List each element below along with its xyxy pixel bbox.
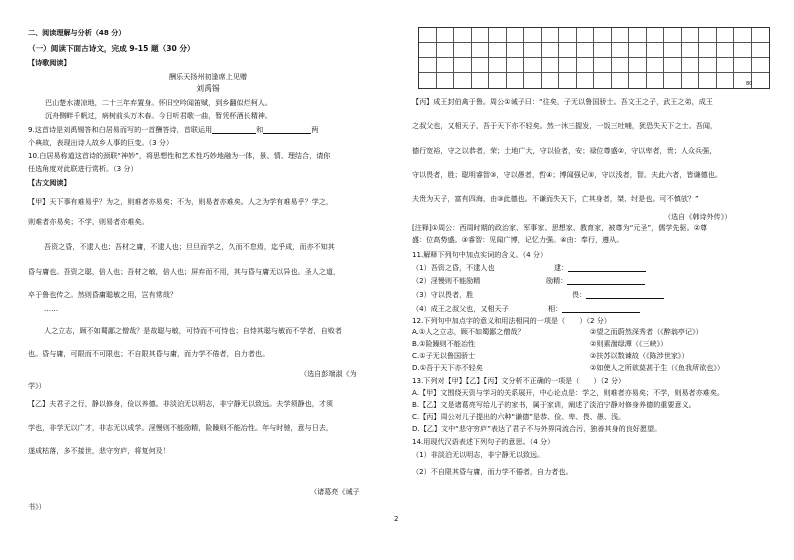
grid-cell[interactable] — [437, 58, 455, 73]
grid-cell[interactable] — [594, 58, 612, 73]
grid-cell[interactable] — [542, 43, 560, 58]
q11-2-answer[interactable] — [567, 277, 645, 285]
passage-jia-line1: 【甲】天下事有难易乎？为之，则难者亦易矣；不为，则易者亦难矣。人之为学有难易乎？学之， — [28, 197, 334, 206]
q9-text-c: 两 — [311, 125, 319, 134]
q11-1-key: 逮： — [554, 263, 569, 272]
passage-jia-line7: 人之立志，顾不如蜀鄙之僧哉？是故聪与敏，可恃而不可恃也；自恃其聪与敏而不学者，自败者 — [44, 326, 342, 335]
q11-3-answer[interactable] — [586, 291, 664, 299]
passage-bing-line1: 【丙】成王封伯禽于鲁。周公①诫子曰：“往矣，子无以鲁国骄士。吾文王之子，武王之弟，成王 — [412, 97, 713, 106]
section-title: 二、阅读理解与分析（48 分） — [28, 28, 126, 37]
passage-bing-line4: 守以畏者，胜；聪明睿智③，守以愚者，哲④；博闻强记⑤，守以浅者，智。夫此六者，皆谦德也。 — [412, 170, 722, 179]
grid-cell[interactable] — [542, 28, 560, 43]
grid-cell[interactable] — [664, 28, 682, 43]
passage-jia-line8: 也。昏与庸，可限而不可限也；不自限其昏与庸，而力学不倦者，自力者也。 — [28, 349, 270, 358]
q11-item-4 — [412, 304, 563, 313]
passage-jia-source-1: （选自彭端淑《为 — [300, 369, 357, 378]
question-10-line1: 10.白居易称道这首诗的颈联“神妙”，将思想性和艺术性巧妙地融为一体，景、情、理结合，请你 — [28, 151, 331, 160]
grid-cell[interactable] — [594, 43, 612, 58]
grid-cell[interactable] — [752, 43, 770, 58]
q11-4-label — [548, 304, 640, 313]
passage-yi-source-1: （诸葛亮《诫子 — [310, 487, 360, 496]
poem-tag: 【诗歌阅读】 — [28, 58, 71, 67]
writing-grid-count: 80 — [746, 81, 753, 87]
grid-cell[interactable] — [577, 28, 595, 43]
grid-cell[interactable] — [542, 73, 560, 88]
grid-cell[interactable] — [472, 28, 490, 43]
grid-cell[interactable] — [524, 58, 542, 73]
grid-cell[interactable] — [594, 28, 612, 43]
grid-cell[interactable] — [752, 58, 770, 73]
grid-cell[interactable] — [507, 43, 525, 58]
question-13: 13.下列对【甲】【乙】【丙】文分析不正确的一项是（ ）（2 分） — [412, 376, 626, 385]
grid-cell[interactable] — [699, 58, 717, 73]
grid-cell[interactable] — [699, 28, 717, 43]
q11-4-answer[interactable] — [562, 305, 640, 313]
q14-item-1: （1）非淡泊无以明志，非宁静无以致远。 — [412, 450, 545, 459]
grid-cell[interactable] — [612, 73, 630, 88]
grid-cell[interactable] — [734, 58, 752, 73]
q12-c-1: C.①子无以鲁国骄士 — [412, 351, 476, 360]
grid-cell[interactable] — [542, 58, 560, 73]
passage-jia-line2: 则难者亦易矣；不学，则易者亦难矣。 — [28, 217, 149, 226]
q12-a-2: ②望之而蔚然深秀者（《醉翁亭记》） — [590, 327, 703, 336]
q11-3-label — [572, 290, 664, 299]
grid-cell[interactable] — [577, 43, 595, 58]
grid-cell[interactable] — [472, 58, 490, 73]
writing-grid[interactable] — [418, 27, 770, 89]
grid-cell[interactable] — [664, 73, 682, 88]
q11-2-key: 励精： — [546, 276, 568, 285]
grid-cell[interactable] — [629, 58, 647, 73]
q12-d-1: D.①吾于天下亦不轻矣 — [412, 363, 483, 372]
passage-jia-line4: 昏与庸也。吾资之聪，倍人也；吾材之敏，倍人也；屏弃而不用，其与昏与庸无以异也。圣人之道， — [28, 267, 341, 276]
q12-d-2: ②如使人之所欲莫甚于生（《鱼我所欲也》） — [590, 363, 725, 372]
grid-cell[interactable] — [472, 43, 490, 58]
q11-1-answer[interactable] — [568, 264, 646, 272]
grid-cell[interactable] — [577, 58, 595, 73]
grid-cell[interactable] — [489, 28, 507, 43]
grid-cell[interactable] — [699, 43, 717, 58]
grid-cell[interactable] — [752, 28, 770, 43]
question-9-line2: 个典故，表现出诗人故乡人事的巨变。（3 分） — [28, 138, 174, 147]
passage-jia-ellipsis: …… — [44, 304, 59, 313]
grid-cell[interactable] — [629, 73, 647, 88]
grid-cell[interactable] — [717, 43, 735, 58]
q9-blank-2[interactable] — [263, 126, 311, 134]
poem-line-2: 沉舟侧畔千帆过，病树前头万木春。今日听君歌一曲，暂凭杯酒长精神。 — [45, 111, 272, 120]
passage-yi-line1: 【乙】夫君子之行，静以修身，俭以养德。非淡泊无以明志，非宁静无以致远。夫学须静也，才须 — [28, 399, 334, 408]
grid-cell[interactable] — [559, 43, 577, 58]
grid-cell[interactable] — [507, 73, 525, 88]
q9-blank-1[interactable] — [212, 126, 256, 134]
q13-option-d[interactable]: D.【乙】文中“悲守穷庐”表达了君子不与外界同流合污，独善其身的良好愿望。 — [412, 424, 662, 433]
grid-cell[interactable] — [594, 73, 612, 88]
grid-cell[interactable] — [647, 73, 665, 88]
grid-cell[interactable] — [612, 28, 630, 43]
grid-cell[interactable] — [699, 73, 717, 88]
passage-jia-source-2: 学》） — [28, 381, 46, 390]
q11-1-text: （1）吾资之昏，不逮人也 — [412, 263, 495, 272]
q13-option-c[interactable]: C.【丙】周公对儿子提出的六种“谦德”是恭、俭、卑、畏、愚、浅。 — [412, 412, 626, 421]
grid-cell[interactable] — [734, 43, 752, 58]
grid-cell[interactable] — [647, 43, 665, 58]
q13-option-a[interactable]: A.【甲】文围绕天资与学习的关系展开，中心论点是：学之，则难者亦易矣；不学，则易者亦难矣。 — [412, 388, 725, 397]
grid-cell[interactable] — [419, 43, 437, 58]
grid-cell[interactable] — [717, 58, 735, 73]
question-11: 11.解释下列句中加点实词的含义。（4 分） — [412, 250, 548, 259]
q12-c-2: ②扶苏以数谏故（《陈涉世家》） — [590, 351, 689, 360]
passage-bing-line2: 之叔父也，又相天子，吾于天下亦不轻矣。然一沐三握发，一饭三吐哺，犹恐失天下之士。吾闻， — [412, 121, 718, 130]
grid-cell[interactable] — [647, 28, 665, 43]
q11-4-key: 相： — [548, 304, 563, 313]
grid-cell[interactable] — [717, 73, 735, 88]
q9-text-b: 和 — [256, 125, 264, 134]
passage-yi-line3: 遂成枯落，多不接世，悲守穷庐，将复何及！ — [28, 446, 170, 455]
grid-cell[interactable] — [752, 73, 770, 88]
grid-cell[interactable] — [559, 58, 577, 73]
q11-2-text: （2）淫慢则不能励精 — [412, 276, 481, 285]
grid-cell[interactable] — [629, 28, 647, 43]
q11-3-key: 畏： — [572, 290, 587, 299]
passage-bing-line5: 夫贵为天子，富有四海，由③此德也。不谦而失天下，亡其身者，桀、纣是也。可不慎欤？” — [412, 194, 699, 203]
q13-option-b[interactable]: B.【乙】文是诸葛亮写给儿子的家书，属于家训，阐述了淡泊宁静对修身养德的重要意义。 — [412, 400, 696, 409]
grid-cell[interactable] — [507, 58, 525, 73]
q12-option-c[interactable] — [412, 351, 689, 360]
grid-cell[interactable] — [489, 58, 507, 73]
grid-cell[interactable] — [507, 28, 525, 43]
grid-cell[interactable] — [734, 28, 752, 43]
grid-cell[interactable] — [437, 28, 455, 43]
q12-option-d[interactable] — [412, 363, 725, 372]
grid-cell[interactable] — [629, 43, 647, 58]
grid-cell[interactable] — [559, 73, 577, 88]
grid-cell[interactable] — [419, 73, 437, 88]
poem-author: 刘禹锡 — [196, 84, 220, 93]
grid-cell[interactable] — [524, 73, 542, 88]
grid-cell[interactable] — [419, 58, 437, 73]
notes-line1: [注释]①周公：西周时期的政治家、军事家、思想家、教育家，被尊为“元圣”，儒学先驱。②尊 — [412, 223, 708, 232]
q12-option-b[interactable] — [412, 339, 668, 348]
passage-bing-source: （选自《韩诗外传》） — [664, 212, 732, 221]
grid-cell[interactable] — [454, 58, 472, 73]
question-9 — [28, 125, 318, 134]
q9-text-a: 9.这首诗是刘禹锡答和白居易而写的一首酬答诗，首联运用 — [28, 125, 213, 134]
grid-cell[interactable] — [454, 73, 472, 88]
grid-cell[interactable] — [682, 43, 700, 58]
poem-line-1: 巴山楚水凄凉地，二十三年弃置身。怀旧空吟闻笛赋，到乡翻似烂柯人。 — [45, 98, 272, 107]
grid-cell[interactable] — [612, 43, 630, 58]
passage-bing-line3: 德行宽裕，守之以恭者，荣；土地广大，守以俭者，安；禄位尊盛②，守以卑者，贵；人众兵强， — [412, 146, 717, 155]
grid-cell[interactable] — [454, 28, 472, 43]
grid-cell[interactable] — [524, 43, 542, 58]
passage-yi-line2: 学也，非学无以广才，非志无以成学。淫慢则不能励精，险躁则不能冶性。年与时驰，意与日去， — [28, 423, 334, 432]
q11-4-text: （4）成王之叔父也，又相天子 — [412, 304, 509, 313]
q14-item-2: （2）不自限其昏与庸，而力学不倦者，自力者也。 — [412, 467, 573, 476]
prose-tag: 【古文阅读】 — [28, 178, 71, 187]
passage-jia-line5: 卒于鲁也传之。然则昏庸聪敏之用，岂有常哉？ — [28, 290, 177, 299]
q11-item-3 — [412, 290, 587, 299]
poem-title: 酬乐天扬州初逢席上见赠 — [168, 72, 248, 81]
passage-jia-line3: 吾资之昏，不逮人也；吾材之庸，不逮人也；旦旦而学之，久而不怠焉，迄乎成，而亦不知其 — [44, 242, 335, 251]
part1-title: （一）阅读下面古诗文，完成 9-15 题（30 分） — [28, 44, 195, 53]
q11-item-1 — [412, 263, 569, 272]
grid-cell[interactable] — [437, 73, 455, 88]
grid-cell[interactable] — [717, 28, 735, 43]
grid-cell[interactable] — [664, 58, 682, 73]
grid-cell[interactable] — [577, 73, 595, 88]
grid-cell[interactable] — [524, 28, 542, 43]
q12-option-a[interactable] — [412, 327, 703, 336]
q12-b-1: B.①险躁则不能冶性 — [412, 339, 476, 348]
grid-cell[interactable] — [437, 43, 455, 58]
grid-cell[interactable] — [647, 58, 665, 73]
grid-cell[interactable] — [682, 58, 700, 73]
grid-cell[interactable] — [489, 43, 507, 58]
grid-cell[interactable] — [682, 28, 700, 43]
question-14: 14.用现代汉语表述下列句子的意思。（4 分） — [412, 437, 555, 446]
grid-cell[interactable] — [559, 28, 577, 43]
page-number: 2 — [394, 515, 399, 523]
grid-cell[interactable] — [612, 58, 630, 73]
grid-cell[interactable] — [664, 43, 682, 58]
grid-cell[interactable] — [489, 73, 507, 88]
q11-2-label — [546, 276, 645, 285]
q11-item-2 — [412, 276, 568, 285]
grid-cell[interactable] — [454, 43, 472, 58]
q12-a-1: A.①人之立志，顾不如蜀鄙之僧哉？ — [412, 327, 525, 336]
question-10-line2: 任选角度对此联进行赏析。（3 分） — [28, 164, 138, 173]
q12-b-2: ②则素湍绿潭（《三峡》） — [590, 339, 668, 348]
q11-1-label — [554, 263, 646, 272]
grid-cell[interactable] — [419, 28, 437, 43]
grid-cell[interactable] — [472, 73, 490, 88]
q11-3-text: （3）守以畏者，胜 — [412, 290, 474, 299]
grid-cell[interactable] — [682, 73, 700, 88]
passage-yi-source-2: 书》） — [28, 502, 46, 511]
notes-line2: 盛：位高势盛。③睿智：见闻广博，记忆力强。④由：奉行，遵从。 — [412, 235, 624, 244]
question-12: 12.下列句中加点字的意义和用法相同的一项是（ ）（2 分） — [412, 316, 611, 325]
